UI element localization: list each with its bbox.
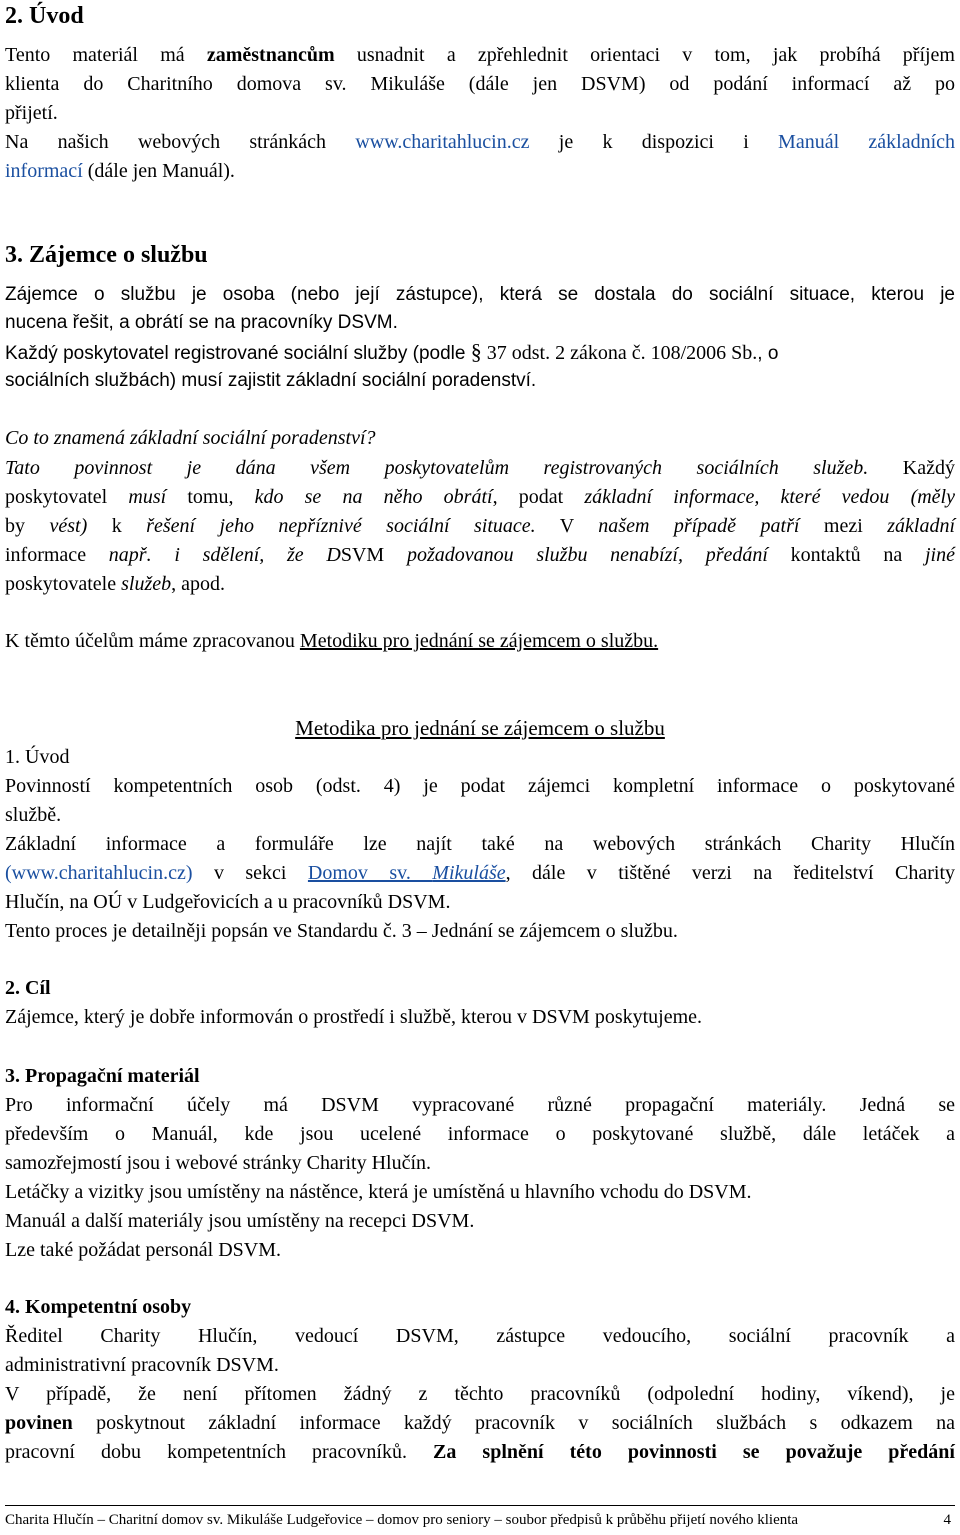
meth-s4-line-3: V případě, že není přítomen žádný z těchto pracovníků (odpolední hodiny, víkend), je (5, 1383, 955, 1405)
sec2-line-1: Tento materiál má zaměstnancům usnadnit a zpřehlednit orientaci v tom, jak probíhá příjem (5, 44, 955, 66)
meth-s4-line-4: povinen poskytnout základní informace každý pracovník v sociálních službách s odkazem na (5, 1412, 955, 1434)
meth-s3-line-3: samozřejmostí jsou i webové stránky Charity Hlučín. (5, 1152, 432, 1174)
sec2-line-2: klienta do Charitního domova sv. Mikuláše (dále jen DSVM) od podání informací až po (5, 73, 955, 95)
meth-s4-title: 4. Kompetentní osoby (5, 1296, 192, 1318)
meth-s3-line-4: Letáčky a vizitky jsou umístěny na nástěnce, která je umístěná u hlavního vchodu do DSVM. (5, 1181, 752, 1203)
paragraph-sign: § (470, 339, 482, 364)
manual-link[interactable]: Manuál základních (778, 131, 956, 153)
sec3-line-2: nucena řešit, a obrátí se na pracovníky DSVM. (5, 312, 398, 333)
meth-s3-line-6: Lze také požádat personál DSVM. (5, 1239, 282, 1261)
page-number: 4 (943, 1512, 951, 1528)
methodology-link[interactable]: Metodiku pro jednání se zájemcem o službu. (299, 630, 659, 652)
meth-s1-line-2: službě. (5, 804, 62, 826)
website-link[interactable]: www.charitahlucin.cz (355, 131, 530, 153)
meth-s3-line-2: především o Manuál, kde jsou ucelené informace o poskytované službě, dále letáček a (5, 1123, 955, 1145)
sec2-line-5: informací (dále jen Manuál). (5, 160, 235, 182)
section-2-title: 2. Úvod (5, 3, 84, 29)
meth-s4-line-5: pracovní dobu kompetentních pracovníků. Za splnění této povinnosti se považuje předání (5, 1441, 955, 1463)
meth-s1-line-3: Základní informace a formuláře lze najít také na webových stránkách Charity Hlučín (5, 833, 955, 855)
footer-text: Charita Hlučín – Charitní domov sv. Mikuláše Ludgeřovice – domov pro seniory – soubor předpisů k průběhu přijetí nového klienta (5, 1512, 799, 1528)
methodology-title: Metodika pro jednání se zájemcem o službu (295, 716, 665, 740)
page-footer (5, 1510, 955, 1530)
sec2-line-3: přijetí. (5, 102, 58, 124)
sec2-line-4: Na našich webových stránkách www.charitahlucin.cz je k dispozici i Manuál základních (5, 131, 956, 153)
meth-s3-title: 3. Propagační materiál (5, 1065, 200, 1087)
answer-line-4: informace např. i sdělení, že DSVM požadovanou službu nenabízí, předání kontaktů na jiné (5, 544, 955, 566)
answer-line-2: poskytovatel musí tomu, kdo se na něho obrátí, podat základní informace, které vedou (měly (5, 486, 955, 508)
sec3-line-1: Zájemce o službu je osoba (nebo její zástupce), která se dostala do sociální situace, kterou je (5, 284, 955, 305)
meth-s1-line-1: Povinností kompetentních osob (odst. 4) je podat zájemci kompletní informace o poskytované (5, 775, 955, 797)
sec3-line-3: Každý poskytovatel registrované sociální služby (podle § 37 odst. 2 zákona č. 108/2006 Sb., o (5, 339, 779, 364)
meth-s3-line-5: Manuál a další materiály jsou umístěny na recepci DSVM. (5, 1210, 475, 1232)
meth-s4-line-2: administrativní pracovník DSVM. (5, 1354, 279, 1376)
sec3-line-4: sociálních službách) musí zajistit základní sociální poradenství. (5, 370, 537, 391)
answer-line-3: by vést) k řešení jeho nepříznivé sociální situace. V našem případě patří mezi základní (5, 515, 956, 537)
methodology-reference: K těmto účelům máme zpracovanou Metodiku pro jednání se zájemcem o službu. (5, 630, 659, 652)
meth-s4-line-1: Ředitel Charity Hlučín, vedoucí DSVM, zástupce vedoucího, sociální pracovník a (5, 1325, 955, 1347)
website-link-2[interactable]: (www.charitahlucin.cz) (5, 862, 193, 884)
footer-rule (5, 1505, 955, 1506)
meth-s3-line-1: Pro informační účely má DSVM vypracované různé propagační materiály. Jedná se (5, 1094, 955, 1116)
meth-s1-title: 1. Úvod (5, 746, 70, 768)
meth-s2-line-1: Zájemce, který je dobře informován o prostředí i službě, kterou v DSVM poskytujeme. (5, 1006, 703, 1028)
domov-link[interactable]: Domov sv. Mikuláše (307, 862, 506, 884)
section-3-title: 3. Zájemce o službu (5, 242, 208, 268)
question-heading: Co to znamená základní sociální poradenství? (5, 427, 376, 449)
answer-line-5: poskytovatele služeb, apod. (5, 573, 225, 595)
manual-link-cont[interactable]: informací (5, 160, 83, 182)
answer-line-1: Tato povinnost je dána všem poskytovatelům registrovaných sociálních služeb. Každý (5, 457, 955, 479)
meth-s1-line-5: Hlučín, na OÚ v Ludgeřovicích a u pracovníků DSVM. (5, 891, 451, 913)
meth-s1-line-4: (www.charitahlucin.cz) v sekci Domov sv. Mikuláše, dále v tištěné verzi na ředitelství Charity (5, 862, 956, 884)
meth-s2-title: 2. Cíl (5, 977, 51, 999)
meth-s1-line-6: Tento proces je detailněji popsán ve Standardu č. 3 – Jednání se zájemcem o službu. (5, 920, 678, 942)
